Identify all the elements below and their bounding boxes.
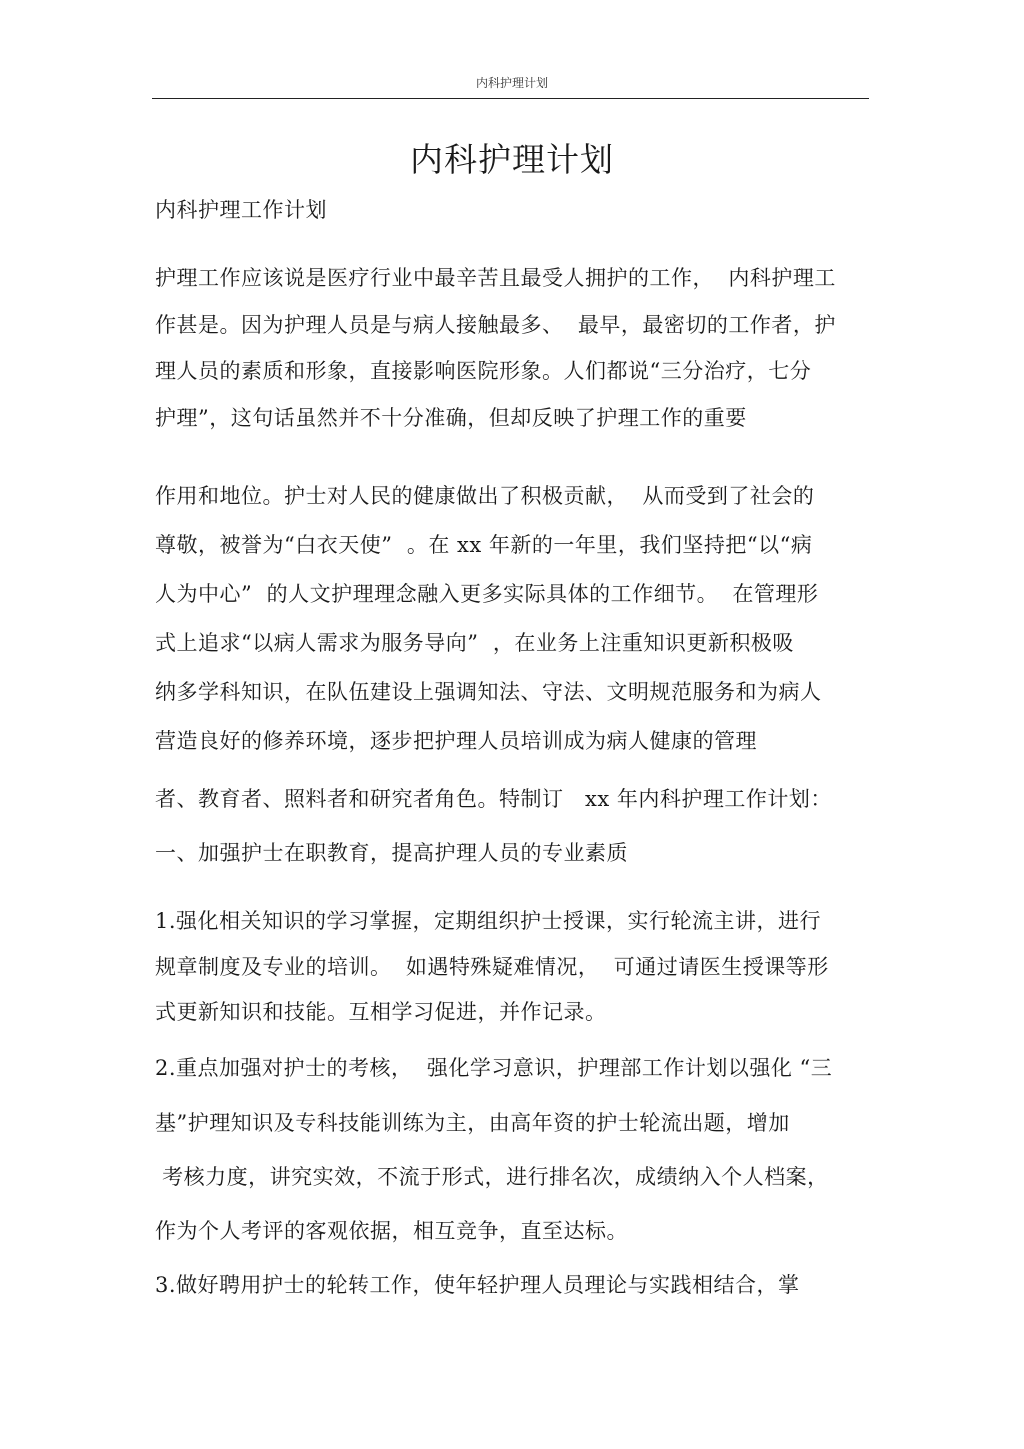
page-title: 内科护理计划 xyxy=(410,140,614,179)
paragraph-line: 纳多学科知识，在队伍建设上强调知法、守法、文明规范服务和为病人 xyxy=(155,680,822,704)
running-header: 内科护理计划 xyxy=(475,76,548,90)
list-item-line: 1.强化相关知识的学习掌握，定期组织护士授课，实行轮流主讲，进行 xyxy=(155,909,822,933)
paragraph-line: 作用和地位。护士对人民的健康做出了积极贡献， 从而受到了社会的 xyxy=(155,484,815,508)
list-item-line: 3.做好聘用护士的轮转工作，使年轻护理人员理论与实践相结合，掌 xyxy=(155,1273,800,1297)
header-divider xyxy=(152,98,869,99)
paragraph-line: 作甚是。因为护理人员是与病人接触最多、 最早，最密切的工作者，护 xyxy=(155,313,836,337)
paragraph-line: 营造良好的修养环境，逐步把护理人员培训成为病人健康的管理 xyxy=(155,729,757,753)
paragraph-line: 理人员的素质和形象，直接影响医院形象。人们都说“三分治疗，七分 xyxy=(155,359,812,383)
paragraph-line: 式上追求“以病人需求为服务导向” ，在业务上注重知识更新积极吸 xyxy=(155,631,794,655)
paragraph-line: 人为中心” 的人文护理理念融入更多实际具体的工作细节。 在管理形 xyxy=(155,582,819,606)
paragraph-line: 护理工作应该说是医疗行业中最辛苦且最受人拥护的工作， 内科护理工 xyxy=(155,266,836,290)
list-item-line: 基”护理知识及专科技能训练为主，由高年资的护士轮流出题，增加 xyxy=(155,1111,790,1135)
list-item-line: 规章制度及专业的培训。 如遇特殊疑难情况， 可通过请医生授课等形 xyxy=(155,955,829,979)
list-item-line: 考核力度，讲究实效，不流于形式，进行排名次，成绩纳入个人档案， xyxy=(155,1165,829,1189)
list-item-line: 式更新知识和技能。互相学习促进，并作记录。 xyxy=(155,1000,607,1024)
list-item-line: 作为个人考评的客观依据，相互竞争，直至达标。 xyxy=(155,1219,628,1243)
paragraph-line: 护理”，这句话虽然并不十分准确，但却反映了护理工作的重要 xyxy=(155,406,747,430)
paragraph-line: 尊敬，被誉为“白衣天使” 。在 xx 年新的一年里，我们坚持把“以“病 xyxy=(155,533,813,557)
document-subtitle: 内科护理工作计划 xyxy=(155,198,327,222)
section-heading: 一、加强护士在职教育，提高护理人员的专业素质 xyxy=(155,841,628,865)
list-item-line: 2.重点加强对护士的考核， 强化学习意识，护理部工作计划以强化 “三 xyxy=(155,1056,833,1080)
paragraph-line: 者、教育者、照料者和研究者角色。特制订 xx 年内科护理工作计划： xyxy=(155,787,832,811)
